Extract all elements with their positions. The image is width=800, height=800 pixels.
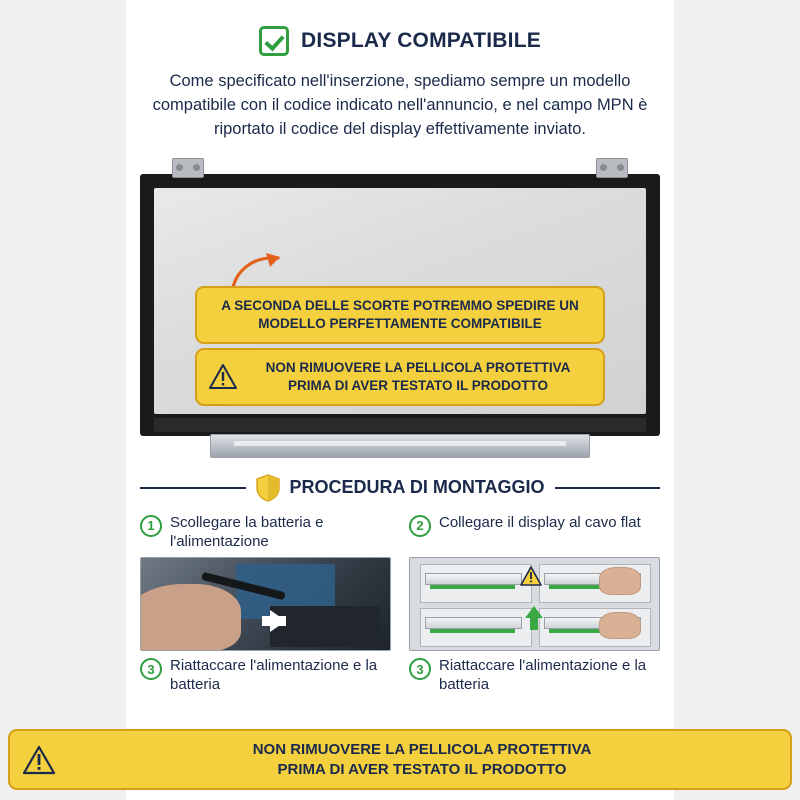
compatibility-notice-box: A SECONDA DELLE SCORTE POTREMMO SPEDIRE UN MODELLO PERFETTAMENTE COMPATIBILE: [195, 286, 605, 344]
connector-socket-3: [425, 617, 522, 629]
footer-warning-line-1: NON RIMUOVERE LA PELLICOLA PROTETTIVA: [252, 741, 592, 758]
procedure-title: PROCEDURA DI MONTAGGIO: [289, 477, 545, 498]
content-column: [126, 0, 674, 800]
step-3-right: [409, 657, 660, 695]
page-title: DISPLAY COMPATIBILE: [301, 29, 541, 52]
header: [126, 0, 674, 56]
battery-region: [270, 606, 380, 646]
connector-socket-1: [425, 573, 522, 585]
procedure-heading: [140, 474, 660, 502]
step-text: Riattaccare l'alimentazione e la batteria: [439, 657, 647, 694]
display-illustration: [140, 158, 660, 458]
footer-warning-text: [66, 740, 778, 779]
left-margin-band: [0, 0, 126, 800]
mounting-bracket-left: [172, 158, 204, 178]
footer-warning-line-2: PRIMA DI AVER TESTATO IL PRODOTTO: [277, 760, 567, 778]
step-number: 3: [140, 658, 162, 680]
protective-film-notice-text: NON RIMUOVERE LA PELLICOLA PROTETTIVA PRIMA DI AVER TESTATO IL PRODOTTO: [265, 359, 571, 393]
step-number: 1: [140, 515, 162, 537]
step-2: [409, 514, 660, 552]
check-icon: [259, 26, 289, 56]
step-1: [140, 514, 391, 552]
step-text: Scollegare la batteria e l'alimentazione: [170, 513, 324, 550]
shield-icon: [256, 474, 280, 502]
step-text: Riattaccare l'alimentazione e la batteria: [170, 657, 378, 694]
protective-foil-strip: [210, 434, 590, 458]
direction-arrow-icon: [270, 610, 286, 632]
right-margin-band: [674, 0, 800, 800]
hand-region: [140, 584, 241, 651]
insert-direction-arrow-icon: [525, 606, 543, 618]
protective-film-notice-box: [195, 348, 605, 406]
mounting-bracket-right: [596, 158, 628, 178]
finger-region-2: [599, 612, 641, 640]
step-1-photo: [140, 557, 391, 651]
warning-triangle-icon: [520, 566, 542, 586]
step-3-left: [140, 657, 391, 695]
step-text: Collegare il display al cavo flat: [439, 513, 641, 531]
finger-region-1: [599, 567, 641, 595]
warning-triangle-icon: [22, 745, 56, 775]
divider-right: [555, 487, 661, 489]
warning-triangle-icon: [209, 364, 237, 389]
footer-warning-banner: [8, 729, 792, 790]
intro-paragraph: Come specificato nell'inserzione, spediamo sempre un modello compatibile con il codice indicato nell'annuncio, e nel campo MPN è riportato il codice del display effettivamente inviato.: [152, 72, 648, 138]
display-bottom-bezel: [154, 418, 646, 432]
step-2-photo: [409, 557, 660, 651]
divider-left: [140, 487, 246, 489]
steps-grid: [140, 514, 660, 695]
step-number: 2: [409, 515, 431, 537]
step-number: 3: [409, 658, 431, 680]
